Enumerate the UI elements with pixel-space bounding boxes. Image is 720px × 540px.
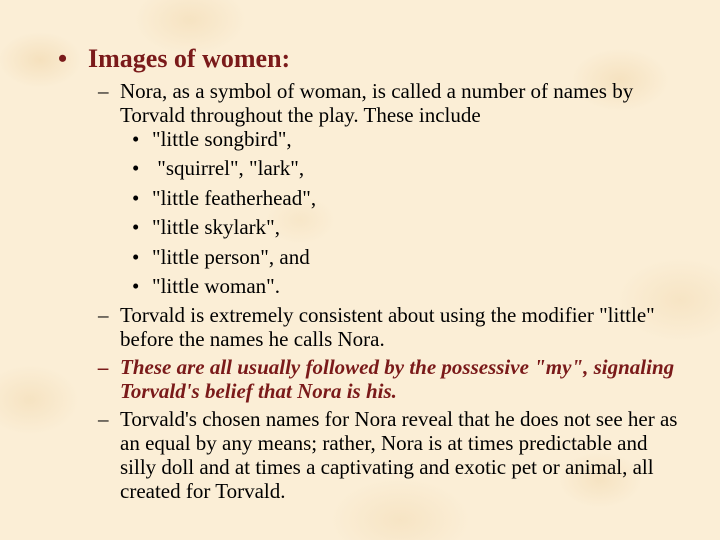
name-item (132, 156, 304, 180)
heading-text: Images of women: (88, 44, 291, 73)
name-bullet: • (132, 186, 140, 210)
slide-heading (58, 44, 290, 74)
name-text: "squirrel", "lark", (152, 156, 305, 180)
point-text: These are all usually followed by the possessive "my", signaling Torvald's belief that Nora is his. (120, 355, 675, 403)
name-item (132, 245, 310, 269)
point-dash: – (98, 407, 109, 431)
point-text: Torvald is extremely consistent about using the modifier "little" before the names he calls Nora. (120, 303, 655, 351)
name-text: "little featherhead", (152, 186, 317, 210)
name-text: "little person", and (152, 245, 310, 269)
point-text: Nora, as a symbol of woman, is called a number of names by Torvald throughout the play. These include (120, 79, 634, 127)
point-item (98, 407, 678, 503)
name-bullet: • (132, 127, 140, 151)
name-item (132, 127, 292, 151)
name-text: "little woman". (152, 274, 280, 298)
name-item (132, 186, 316, 210)
point-item (98, 303, 678, 351)
point-item (98, 79, 678, 127)
point-text: Torvald's chosen names for Nora reveal that he does not see her as an equal by any means; rather, Nora is at times predictable and silly doll and at times a captivating and exotic pet or animal, all created for Torvald. (120, 407, 678, 503)
point-item-emphasis (98, 355, 678, 403)
name-bullet: • (132, 274, 140, 298)
heading-bullet: • (58, 44, 68, 73)
name-text: "little skylark", (152, 215, 280, 239)
name-bullet: • (132, 245, 140, 269)
name-bullet: • (132, 156, 140, 180)
name-item (132, 215, 280, 239)
name-text: "little songbird", (152, 127, 292, 151)
name-bullet: • (132, 215, 140, 239)
point-dash: – (98, 303, 109, 327)
name-item (132, 274, 280, 298)
point-dash: – (98, 355, 109, 379)
point-dash: – (98, 79, 109, 103)
